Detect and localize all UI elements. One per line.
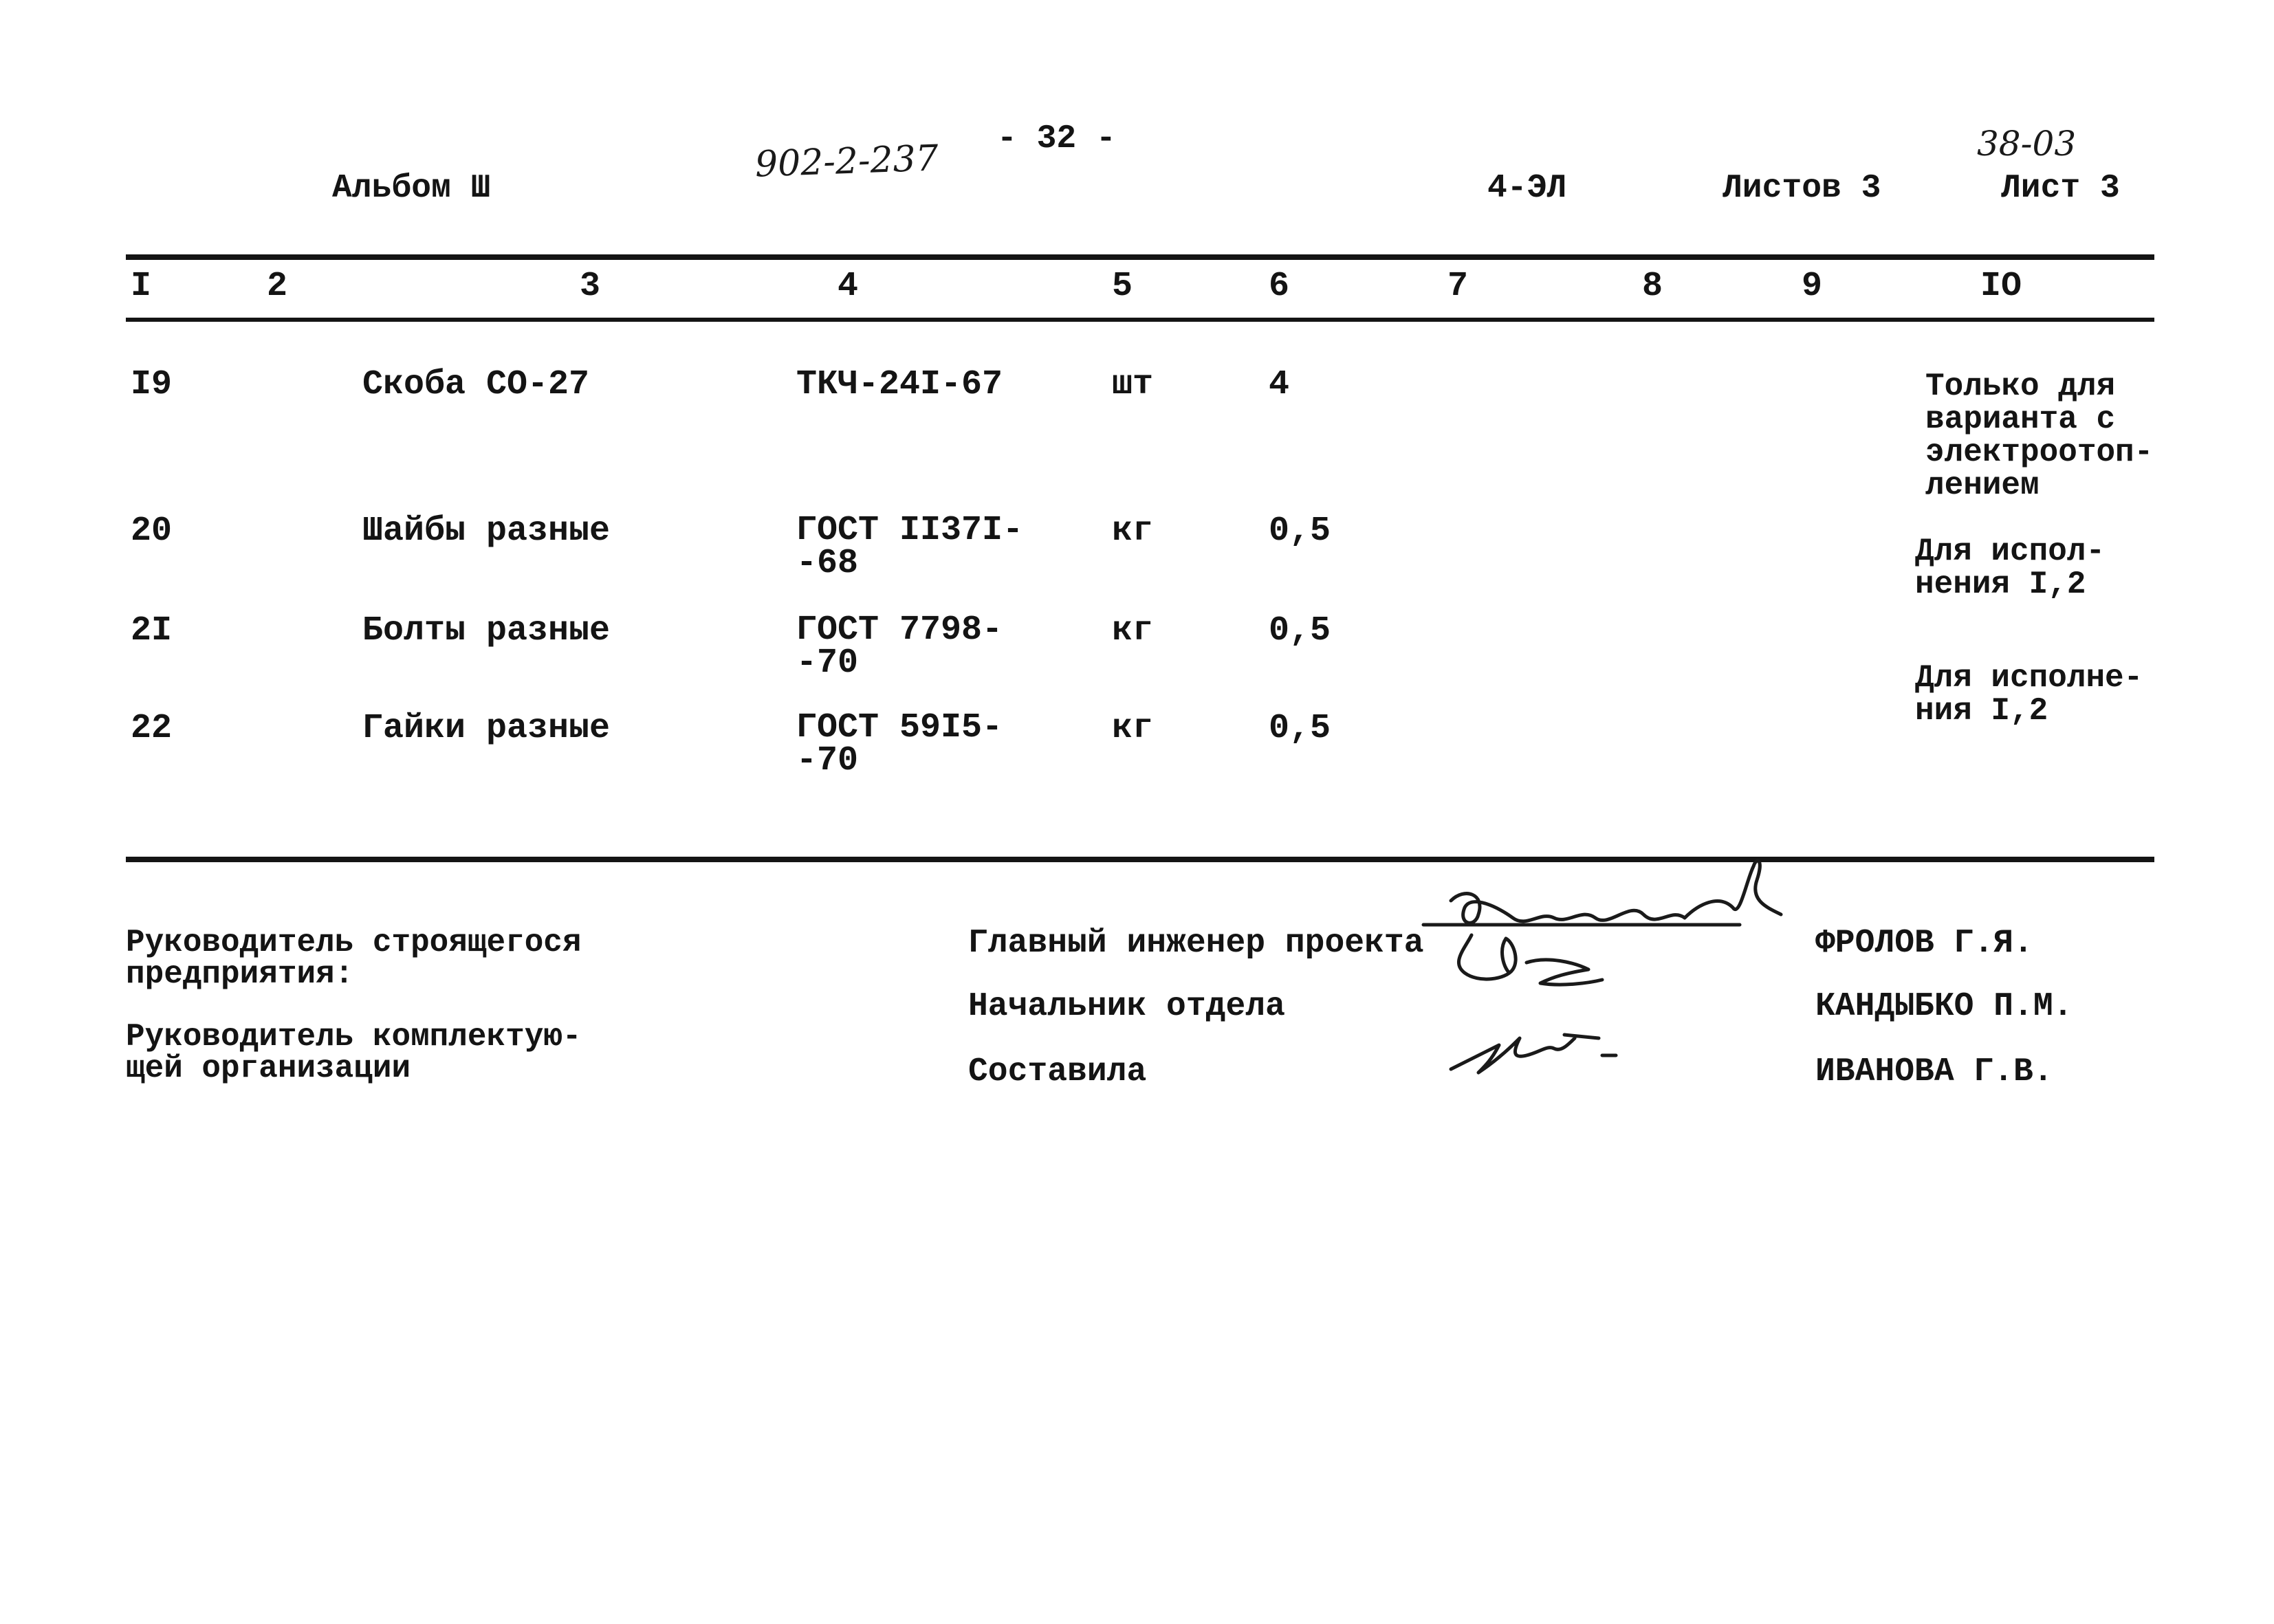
album-label: Альбом Ш xyxy=(332,170,491,207)
footer-left-supplier: Руководитель комплектую- щей организации xyxy=(126,1019,582,1086)
item-document: ГОСТ 59I5- -70 xyxy=(796,708,1003,780)
column-number: I xyxy=(131,267,152,306)
item-quantity: 0,5 xyxy=(1269,709,1331,748)
name-frolov: ФРОЛОВ Г.Я. xyxy=(1815,925,2033,962)
item-note: Для исполне- ния I,2 xyxy=(1915,660,2143,729)
item-name: Болты разные xyxy=(362,611,611,650)
column-number: 8 xyxy=(1642,267,1663,306)
role-chief-engineer: Главный инженер проекта xyxy=(968,925,1424,962)
row-number: 2I xyxy=(131,611,173,650)
item-note: Для испол- нения I,2 xyxy=(1915,534,2106,602)
column-number: 6 xyxy=(1269,267,1290,306)
sheet-number: Лист 3 xyxy=(2001,170,2120,207)
item-document: ГОСТ II37I- -68 xyxy=(796,511,1024,583)
item-name: Скоба СО-27 xyxy=(362,365,590,404)
column-number: 9 xyxy=(1802,267,1823,306)
column-number: 4 xyxy=(838,267,859,306)
page-number: - 32 - xyxy=(997,120,1116,157)
sheets-total: Листов 3 xyxy=(1723,170,1881,207)
code-top-right-handwritten: 38-03 xyxy=(1977,124,2077,164)
project-code-handwritten: 902-2-237 xyxy=(754,138,939,186)
name-kandybko: КАНДЫБКО П.М. xyxy=(1815,988,2073,1025)
item-unit: кг xyxy=(1112,709,1154,748)
item-quantity: 0,5 xyxy=(1269,512,1331,551)
item-document: ГОСТ 7798- -70 xyxy=(796,611,1003,683)
footer-left-builder: Руководитель строящегося предприятия: xyxy=(126,925,582,992)
item-document: ТКЧ-24I-67 xyxy=(796,365,1003,404)
item-name: Шайбы разные xyxy=(362,512,611,551)
table-bottom-rule xyxy=(126,857,2154,862)
role-department-head: Начальник отдела xyxy=(968,988,1285,1025)
role-compiled-by: Составила xyxy=(968,1053,1147,1090)
column-number: IO xyxy=(1980,267,2022,306)
item-unit: кг xyxy=(1112,512,1154,551)
section-code: 4-ЭЛ xyxy=(1487,170,1567,207)
item-quantity: 0,5 xyxy=(1269,611,1331,650)
column-number: 7 xyxy=(1447,267,1469,306)
item-unit: кг xyxy=(1112,611,1154,650)
header-bottom-rule xyxy=(126,318,2154,322)
table-top-rule xyxy=(126,254,2154,260)
item-unit: шт xyxy=(1112,365,1154,404)
column-number: 2 xyxy=(267,267,288,306)
column-number: 5 xyxy=(1112,267,1133,306)
row-number: 22 xyxy=(131,709,173,748)
name-ivanova: ИВАНОВА Г.В. xyxy=(1815,1053,2053,1090)
item-name: Гайки разные xyxy=(362,709,611,748)
item-quantity: 4 xyxy=(1269,365,1290,404)
row-number: 20 xyxy=(131,512,173,551)
item-note: Только для варианта с электроотоп- лением xyxy=(1925,369,2154,503)
signatures-image xyxy=(1410,853,1808,1114)
row-number: I9 xyxy=(131,365,173,404)
column-number: 3 xyxy=(580,267,601,306)
